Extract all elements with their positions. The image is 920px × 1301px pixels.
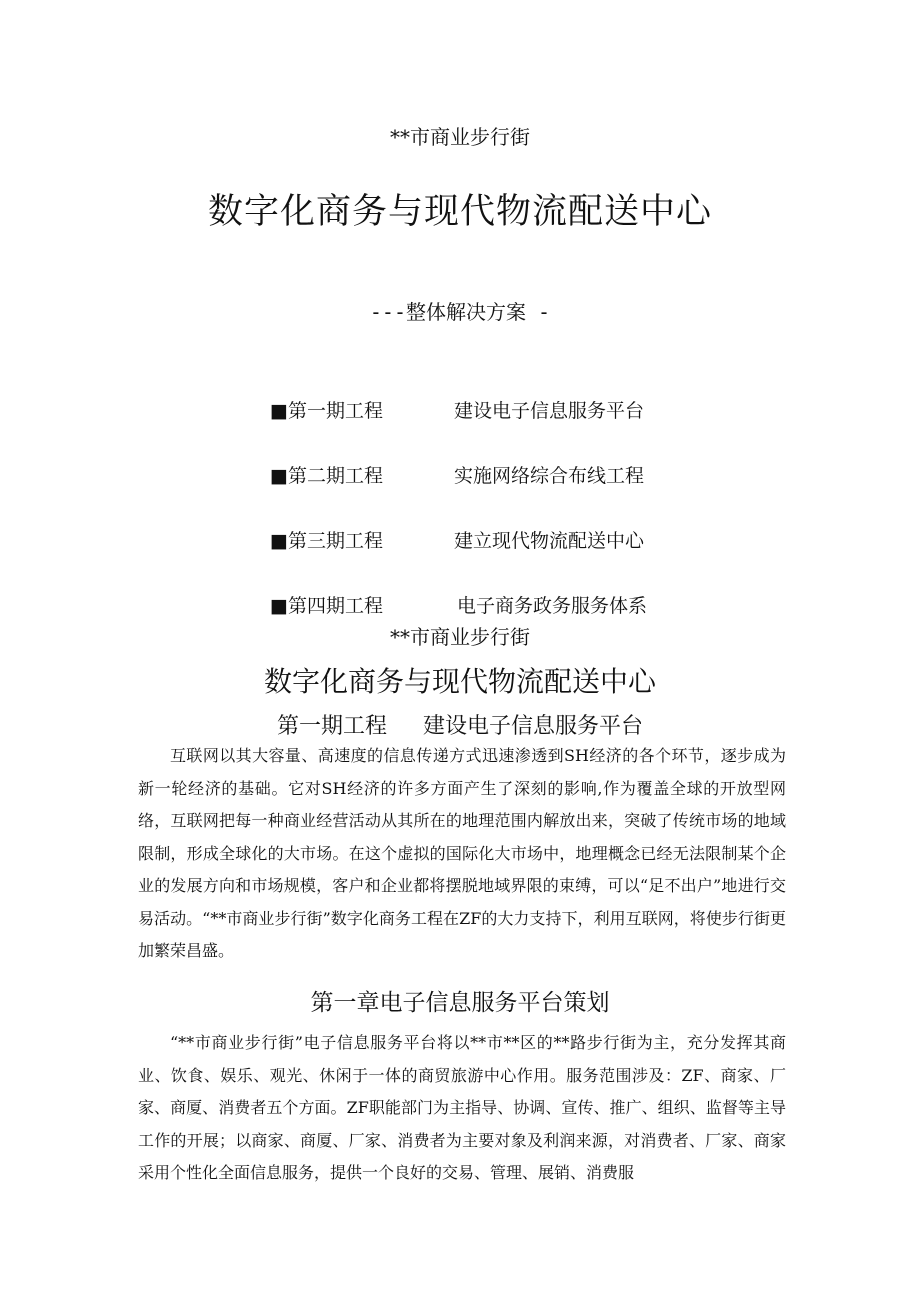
phase-name: 第三期工程	[287, 530, 383, 552]
body-title: 数字化商务与现代物流配送中心	[263, 665, 656, 698]
phase-name: 第二期工程	[287, 465, 383, 487]
body-phase-heading	[0, 709, 920, 740]
body-phase-desc: 建设电子信息服务平台	[423, 714, 644, 739]
phase-item-3	[270, 526, 644, 554]
phase-name: 第一期工程	[287, 400, 383, 422]
chapter-title: 第一章电子信息服务平台策划	[310, 990, 610, 1016]
cover-title: 数字化商务与现代物流配送中心	[207, 192, 712, 232]
phase-item-4	[270, 591, 647, 619]
phase-desc: 实施网络综合布线工程	[453, 465, 644, 487]
phase-item-2	[270, 461, 644, 489]
bullet-square-icon: ■	[270, 595, 288, 617]
cover-subtitle: ---整体解决方案 -	[369, 300, 551, 324]
intro-paragraph: 互联网以其大容量、高速度的信息传递方式迅速渗透到SH经济的各个环节，逐步成为新一轮经济的基础。它对SH经济的许多方面产生了深刻的影响,作为覆盖全球的开放型网络，互联网把每一种商业经营活动从其所在的地理范围内解放出来，突破了传统市场的地域限制，形成全球化的大市场。在这个虚拟的国际化大市场中，地理概念已经无法限制某个企业的发展方向和市场规模，客户和企业都将摆脱地域界限的束缚，可以“足不出户”地进行交易活动。“**市商业步行街”数字化商务工程在ZF的大力支持下，利用互联网，将使步行街更加繁荣昌盛。	[138, 746, 786, 960]
phase-desc: 建立现代物流配送中心	[453, 530, 644, 552]
body-phase-name: 第一期工程	[276, 714, 387, 739]
phase-name: 第四期工程	[287, 595, 383, 617]
cover-street-name: **市商业步行街	[390, 125, 530, 149]
phase-desc: 电子商务政务服务体系	[456, 595, 647, 617]
chapter-paragraph: “**市商业步行街”电子信息服务平台将以**市**区的**路步行街为主，充分发挥其商业、饮食、娱乐、观光、休闲于一体的商贸旅游中心作用。服务范围涉及：ZF、商家、厂家、商厦、消费者五个方面。ZF职能部门为主指导、协调、宣传、推广、组织、监督等主导工作的开展；以商家、商厦、厂家、消费者为主要对象及利润来源，对消费者、厂家、商家采用个性化全面信息服务，提供一个良好的交易、管理、展销、消费服	[138, 1033, 786, 1182]
bullet-square-icon: ■	[270, 530, 288, 552]
body-street-name: **市商业步行街	[390, 625, 530, 649]
phase-desc: 建设电子信息服务平台	[453, 400, 644, 422]
bullet-square-icon: ■	[270, 400, 288, 422]
bullet-square-icon: ■	[270, 465, 288, 487]
phase-item-1	[270, 396, 644, 424]
